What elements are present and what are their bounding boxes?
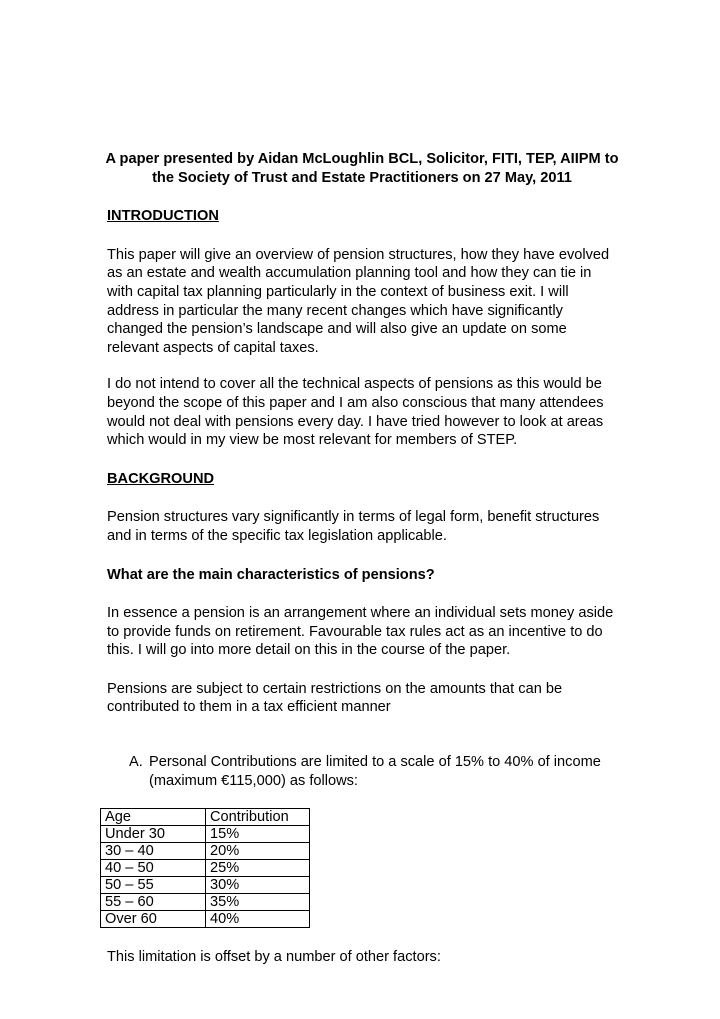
paper-title: A paper presented by Aidan McLoughlin BCL, Solicitor, FITI, TEP, AIIPM to the Society of Trust and Estate Practitioners on 27 May, 2011 (105, 151, 619, 186)
table-header-age: Age (101, 809, 206, 826)
characteristics-paragraph-1: In essence a pension is an arrangement where an individual sets money aside to provide funds on retirement. Favourable tax rules act as an incentive to do this. I will go into more detail on this in the course of the paper. (107, 605, 614, 659)
table-cell-age: 30 – 40 (101, 843, 206, 860)
table-header-row (101, 809, 310, 826)
table-cell-contribution: 15% (206, 826, 310, 843)
list-marker: A. (129, 754, 143, 771)
table-cell-age: Over 60 (101, 911, 206, 928)
closing-paragraph: This limitation is offset by a number of other factors: (107, 949, 441, 966)
table-cell-contribution: 30% (206, 877, 310, 894)
table-cell-contribution: 25% (206, 860, 310, 877)
table-row (101, 826, 310, 843)
table-cell-age: 50 – 55 (101, 877, 206, 894)
list-item-a (129, 753, 617, 790)
table-row (101, 843, 310, 860)
table-row (101, 860, 310, 877)
introduction-paragraph-2: I do not intend to cover all the technical aspects of pensions as this would be beyond the scope of this paper and I am also conscious that many attendees would not deal with pensions every day. I have tried however to look at areas which would in my view be most relevant for members of STEP. (107, 376, 604, 449)
background-heading: BACKGROUND (107, 470, 215, 487)
introduction-heading: INTRODUCTION (107, 208, 219, 225)
table-cell-age: 55 – 60 (101, 894, 206, 911)
table-cell-contribution: 35% (206, 894, 310, 911)
introduction-paragraph-1: This paper will give an overview of pension structures, how they have evolved as an estate and wealth accumulation planning tool and how they can tie in with capital tax planning particularly in the context of business exit. I will address in particular the many recent changes which have significantly changed the pension’s landscape and will also give an update on some relevant aspects of capital taxes. (107, 246, 610, 356)
contribution-table (100, 808, 310, 928)
document-page (107, 150, 617, 967)
table-header-contribution: Contribution (206, 809, 310, 826)
table-cell-contribution: 20% (206, 843, 310, 860)
list-item-text: Personal Contributions are limited to a scale of 15% to 40% of income (maximum €115,000) as follows: (149, 754, 601, 789)
table-row (101, 911, 310, 928)
characteristics-paragraph-2: Pensions are subject to certain restrictions on the amounts that can be contributed to them in a tax efficient manner (107, 680, 563, 716)
table-cell-age: 40 – 50 (101, 860, 206, 877)
table-row (101, 894, 310, 911)
table-row (101, 877, 310, 894)
table-cell-age: Under 30 (101, 826, 206, 843)
background-paragraph: Pension structures vary significantly in terms of legal form, benefit structures and in terms of the specific tax legislation applicable. (107, 509, 600, 544)
characteristics-subheading: What are the main characteristics of pensions? (107, 566, 435, 583)
table-cell-contribution: 40% (206, 911, 310, 928)
